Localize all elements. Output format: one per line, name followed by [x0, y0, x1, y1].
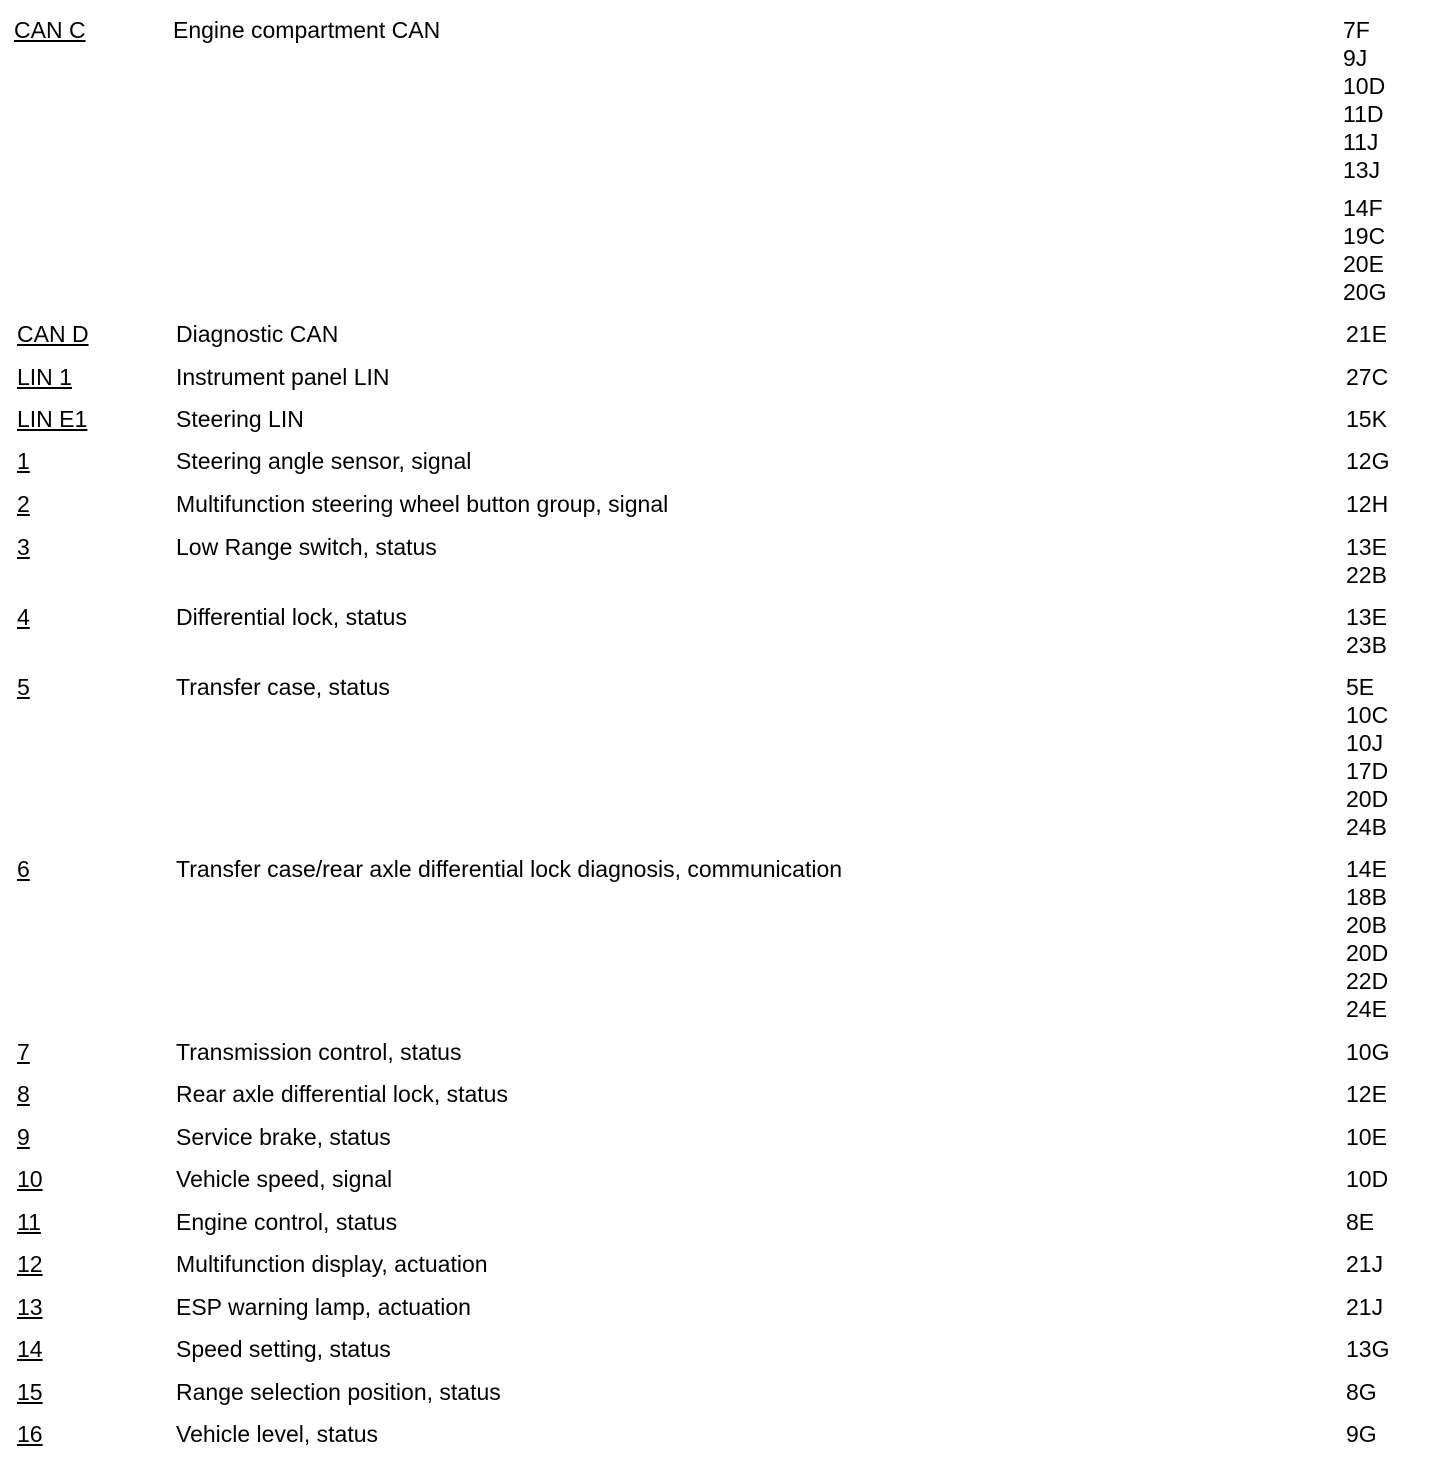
grid-ref: 12E	[1346, 1081, 1387, 1107]
grid-ref: 22D	[1346, 968, 1389, 994]
row-code-link[interactable]: 10	[17, 1166, 43, 1192]
grid-ref: 21J	[1346, 1251, 1384, 1277]
row-refs	[1346, 673, 1388, 841]
row-description: Steering LIN	[176, 406, 304, 432]
grid-ref: 8G	[1346, 1379, 1377, 1405]
row-description: Vehicle level, status	[176, 1421, 379, 1447]
grid-ref: 20E	[1343, 251, 1384, 277]
grid-ref: 20D	[1346, 940, 1389, 966]
grid-ref: 10D	[1346, 1166, 1389, 1192]
row-code-link[interactable]: LIN E1	[17, 406, 88, 432]
row-code-link[interactable]: LIN 1	[17, 364, 72, 390]
row-description: Steering angle sensor, signal	[176, 448, 472, 474]
row-refs	[1346, 363, 1388, 391]
row-code-link[interactable]: 7	[17, 1039, 30, 1065]
row-code-link[interactable]: 5	[17, 674, 30, 700]
row-code-link[interactable]: 6	[17, 856, 30, 882]
row-description: Low Range switch, status	[176, 534, 437, 560]
row-refs	[1346, 320, 1387, 348]
row-code-link[interactable]: 9	[17, 1124, 30, 1150]
grid-ref: 9G	[1346, 1421, 1377, 1447]
row-description: Transfer case/rear axle differential lock diagnosis, communication	[176, 856, 843, 882]
grid-ref: 11D	[1343, 101, 1384, 127]
grid-ref: 14F	[1343, 195, 1383, 221]
grid-ref: 13J	[1343, 157, 1381, 183]
grid-ref: 14E	[1346, 856, 1387, 882]
row-description: Vehicle speed, signal	[176, 1166, 393, 1192]
grid-ref: 23B	[1346, 632, 1387, 658]
row-description: Engine control, status	[176, 1209, 398, 1235]
row-description: Rear axle differential lock, status	[176, 1081, 508, 1107]
row-refs	[1346, 1250, 1383, 1278]
grid-ref: 10C	[1346, 702, 1389, 728]
row-refs	[1346, 490, 1388, 518]
grid-ref: 20G	[1343, 279, 1387, 305]
grid-ref: 10E	[1346, 1124, 1387, 1150]
row-refs	[1346, 1080, 1387, 1108]
row-refs	[1346, 603, 1387, 659]
row-code-link[interactable]: 4	[17, 604, 30, 630]
row-description: Transmission control, status	[176, 1039, 462, 1065]
grid-ref: 13G	[1346, 1336, 1390, 1362]
row-code-link[interactable]: 11	[17, 1209, 41, 1235]
row-description: Differential lock, status	[176, 604, 407, 630]
row-code-link[interactable]: 12	[17, 1251, 43, 1277]
grid-ref: 22B	[1346, 562, 1387, 588]
row-refs	[1346, 855, 1388, 1023]
grid-ref: 12H	[1346, 491, 1389, 517]
row-code-link[interactable]: 1	[17, 448, 30, 474]
row-refs	[1346, 1293, 1383, 1321]
grid-ref: 15K	[1346, 406, 1387, 432]
grid-ref: 21E	[1346, 321, 1387, 347]
row-description: Diagnostic CAN	[176, 321, 339, 347]
row-description: Transfer case, status	[176, 674, 390, 700]
grid-ref: 8E	[1346, 1209, 1375, 1235]
grid-ref: 18B	[1346, 884, 1387, 910]
row-refs	[1346, 533, 1387, 589]
row-refs	[1346, 1038, 1389, 1066]
grid-ref: 27C	[1346, 364, 1389, 390]
row-code-link[interactable]: CAN D	[17, 321, 89, 347]
grid-ref: 10D	[1343, 73, 1386, 99]
row-description: Engine compartment CAN	[173, 17, 441, 43]
grid-ref: 24E	[1346, 996, 1387, 1022]
grid-ref: 21J	[1346, 1294, 1384, 1320]
row-refs	[1346, 1208, 1374, 1236]
row-refs	[1346, 1335, 1389, 1363]
row-refs	[1343, 16, 1386, 306]
row-description: Speed setting, status	[176, 1336, 391, 1362]
row-code-link[interactable]: 16	[17, 1421, 43, 1447]
row-refs	[1346, 1378, 1377, 1406]
row-code-link[interactable]: 15	[17, 1379, 43, 1405]
row-code-link[interactable]: 14	[17, 1336, 43, 1362]
grid-ref: 24B	[1346, 814, 1387, 840]
grid-ref: 17D	[1346, 758, 1389, 784]
row-refs	[1346, 405, 1387, 433]
grid-ref: 11J	[1343, 129, 1379, 155]
grid-ref: 20D	[1346, 786, 1389, 812]
grid-ref: 10G	[1346, 1039, 1390, 1065]
grid-ref: 20B	[1346, 912, 1387, 938]
row-description: ESP warning lamp, actuation	[176, 1294, 471, 1320]
grid-ref: 19C	[1343, 223, 1386, 249]
row-refs	[1346, 447, 1389, 475]
row-refs	[1346, 1420, 1377, 1448]
row-code-link[interactable]: 13	[17, 1294, 43, 1320]
row-code-link[interactable]: 8	[17, 1081, 30, 1107]
row-description: Range selection position, status	[176, 1379, 501, 1405]
grid-ref: 12G	[1346, 448, 1390, 474]
grid-ref: 7F	[1343, 17, 1370, 43]
row-description: Multifunction steering wheel button group, signal	[176, 491, 669, 517]
row-refs	[1346, 1165, 1388, 1193]
row-code-link[interactable]: 3	[17, 534, 30, 560]
row-refs	[1346, 1123, 1387, 1151]
row-description: Multifunction display, actuation	[176, 1251, 488, 1277]
row-code-link[interactable]: CAN C	[14, 17, 86, 43]
grid-ref: 9J	[1343, 45, 1368, 71]
row-description: Instrument panel LIN	[176, 364, 390, 390]
row-description: Service brake, status	[176, 1124, 391, 1150]
grid-ref: 13E	[1346, 604, 1387, 630]
grid-ref: 10J	[1346, 730, 1384, 756]
grid-ref: 13E	[1346, 534, 1387, 560]
row-code-link[interactable]: 2	[17, 491, 30, 517]
grid-ref: 5E	[1346, 674, 1375, 700]
